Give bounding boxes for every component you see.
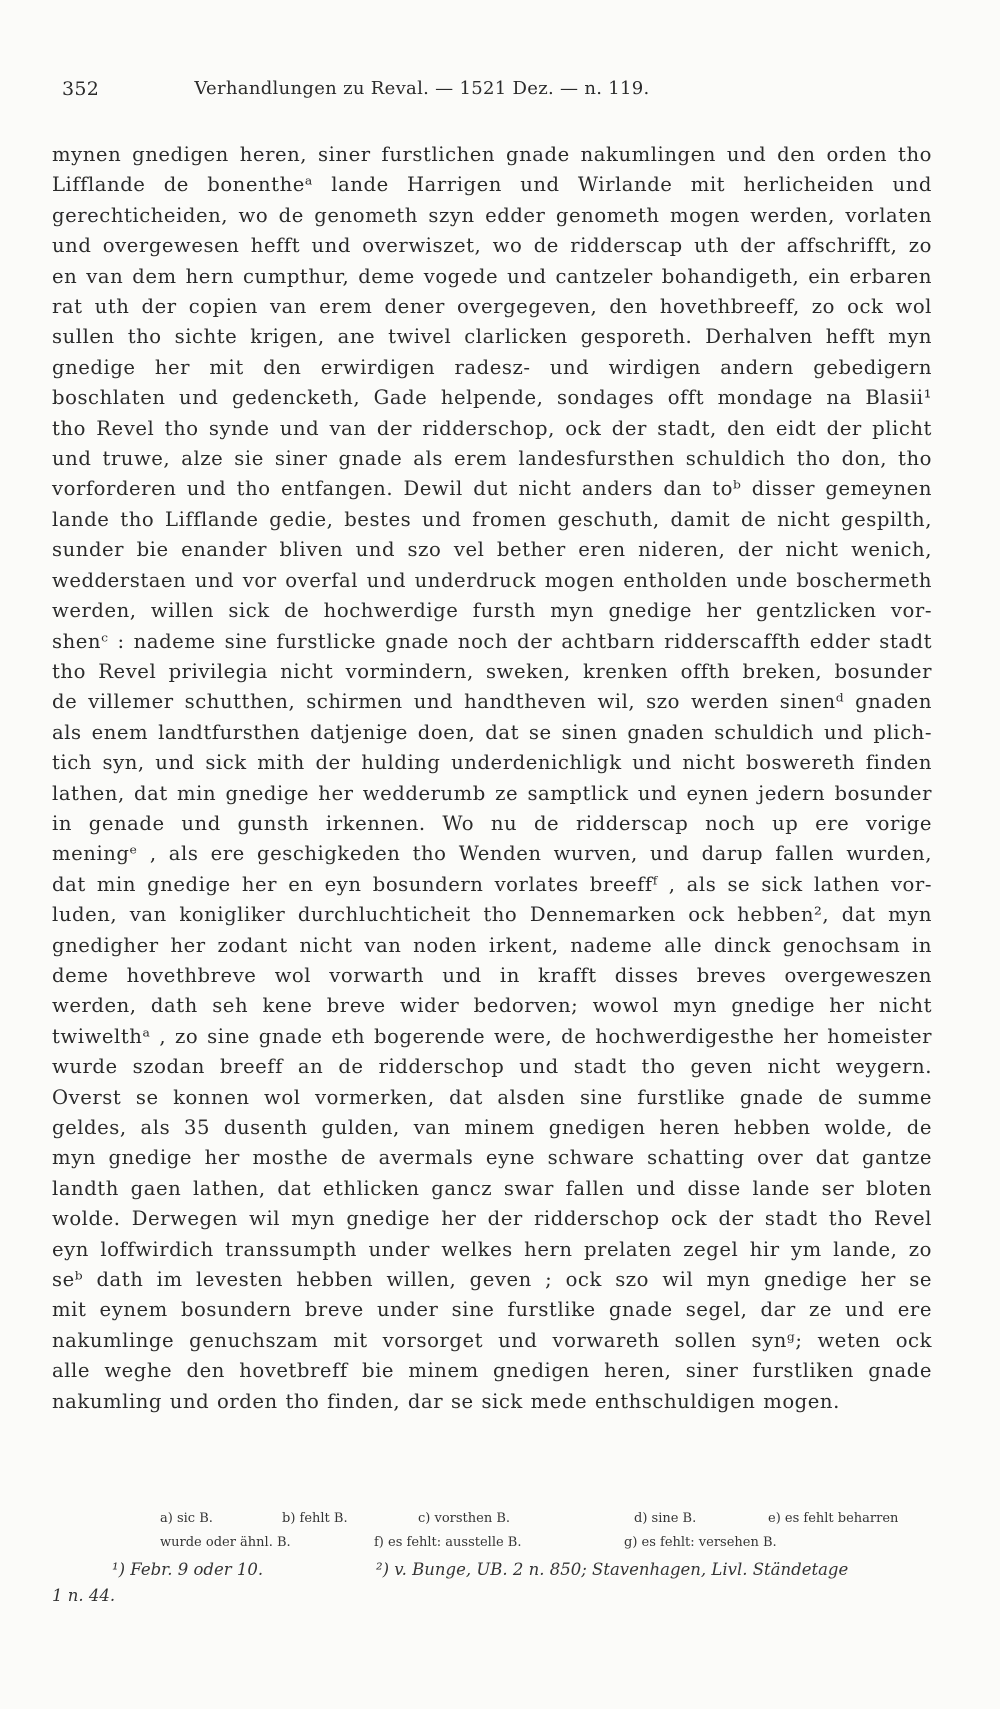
footnote-a: a) sic B. [160,1511,213,1526]
text-line: en van dem hern cumpthur, deme vogede und cantzeler bohandigeth, ein erbaren [52,264,932,288]
footnote-d: d) sine B. [634,1511,697,1526]
text-line: wurde szodan breeff an de ridderschop und stadt tho geven nicht weygern. [52,1055,932,1079]
text-line: dat min gnedige her en eyn bosundern vorlates breeffᶠ , als se sick lathen vor- [52,872,932,896]
text-line: und overgewesen hefft und overwiszet, wo de ridderscap uth der affschrifft, zo [52,234,932,258]
text-line: wedderstaen und vor overfal und underdruck mogen entholden unde boschermeth [52,568,932,592]
source-note-1: ¹) Febr. 9 oder 10. [112,1560,264,1579]
footnote-c: c) vorsthen B. [418,1511,511,1526]
text-line: deme hovethbreve wol vorwarth und in krafft disses breves overgeweszen [52,963,932,987]
source-footnote-row [52,1586,932,1612]
source-note-2: ²) v. Bunge, UB. 2 n. 850; Stavenhagen, Livl. Ständetage [376,1560,849,1579]
text-line: landth gaen lathen, dat ethlicken gancz swar fallen und disse lande ser bloten [52,1176,932,1200]
text-line: boschlaten und gedencketh, Gade helpende, sondages offt mondage na Blasii¹ [52,386,932,410]
text-line: lathen, dat min gnedige her wedderumb ze samptlick und eynen jedern bosunder [52,781,932,805]
text-line: mynen gnedigen heren, siner furstlichen gnade nakumlingen und den orden tho [52,143,932,166]
text-line: sunder bie enander bliven und szo vel bether eren nideren, der nicht wenich, [52,538,932,562]
text-line: nakumling und orden tho finden, dar se sick mede enthschuldigen mogen. [52,1389,840,1413]
text-line: gnedigher her zodant nicht van noden irkent, nademe alle dinck genochsam in [52,933,932,957]
text-line: seᵇ dath im levesten hebben willen, geven ; ock szo wil myn gnedige her se [52,1268,932,1292]
page-number: 352 [62,78,100,100]
text-line: luden, van konigliker durchluchticheit tho Dennemarken ock hebben², dat myn [52,903,932,927]
footnote-b: b) fehlt B. [282,1511,348,1526]
source-footnote-row [52,1560,932,1586]
text-line: gerechticheiden, wo de genometh szyn edder genometh mogen werden, vorlaten [52,203,932,227]
text-line: Overst se konnen wol vormerken, dat alsden sine furstlike gnade de summe [52,1085,932,1109]
text-line: tho Revel tho synde und van der ridderschop, ock der stadt, den eidt der plicht [52,416,932,440]
source-note-2-cont: 1 n. 44. [52,1586,116,1605]
text-footnote-row [60,1511,940,1535]
text-line: in genade und gunsth irkennen. Wo nu de ridderscap noch up ere vorige [52,811,932,835]
text-line: tho Revel privilegia nicht vormindern, sweken, krenken offth breken, bosunder [52,659,932,683]
text-line: als enem landtfursthen datjenige doen, dat se sinen gnaden schuldich und plich- [52,720,932,744]
main-text [52,140,932,1417]
text-line: werden, willen sick de hochwerdige fursth myn gnedige her gentzlicken vor- [52,599,932,623]
text-line: alle weghe den hovetbreff bie minem gnedigen heren, siner furstliken gnade [52,1359,932,1383]
text-line: shenᶜ : nademe sine furstlicke gnade noch der achtbarn ridderscaffth edder stadt [52,629,932,653]
text-line: tich syn, und sick mith der hulding underdenichligk und nicht boswereth finden [52,751,932,775]
text-line: vorforderen und tho entfangen. Dewil dut nicht anders dan toᵇ disser gemeynen [52,477,932,501]
text-line: lande tho Lifflande gedie, bestes und fromen geschuth, damit de nicht gespilth, [52,507,932,531]
text-line: Lifflande de bonentheᵃ lande Harrigen und Wirlande mit herlicheiden und [52,173,932,197]
text-line: nakumlinge genuchszam mit vorsorget und vorwareth sollen synᵍ; weten ock [52,1328,932,1352]
text-line: wolde. Derwegen wil myn gnedige her der ridderschop ock der stadt tho Revel [52,1207,932,1231]
text-line: de villemer schutthen, schirmen und handtheven wil, szo werden sinenᵈ gnaden [52,690,932,714]
footnote-e: e) es fehlt beharren [768,1511,899,1526]
text-line: rat uth der copien van erem dener overgegeven, den hovethbreeff, zo ock wol [52,295,932,319]
running-title: Verhandlungen zu Reval. — 1521 Dez. — n. 119. [194,78,650,99]
text-footnotes [60,1511,940,1559]
source-footnotes [52,1560,932,1612]
text-line: mit eynem bosundern breve under sine furstlike gnade segel, dar ze und ere [52,1298,932,1322]
text-line: sullen tho sichte krigen, ane twivel clarlicken gesporeth. Derhalven hefft myn [52,325,932,349]
footnote-f: f) es fehlt: ausstelle B. [374,1535,522,1550]
text-line: twiwelthᵃ , zo sine gnade eth bogerende were, de hochwerdigesthe her homeister [52,1024,932,1048]
text-line: eyn loffwirdich transsumpth under welkes hern prelaten zegel hir ym lande, zo [52,1237,932,1261]
text-line: gnedige her mit den erwirdigen radesz- und wirdigen andern gebedigern [52,355,932,379]
footnote-g: g) es fehlt: versehen B. [624,1535,777,1550]
text-line: werden, dath seh kene breve wider bedorven; wowol myn gnedige her nicht [52,994,932,1018]
footnote-e-cont: wurde oder ähnl. B. [160,1535,291,1550]
text-line: und truwe, alze sie siner gnade als erem landesfursthen schuldich tho don, tho [52,447,932,471]
text-footnote-row [60,1535,940,1559]
text-line: geldes, als 35 dusenth gulden, van minem gnedigen heren hebben wolde, de [52,1116,932,1139]
text-line: meningᵉ , als ere geschigkeden tho Wenden wurven, und darup fallen wurden, [52,842,932,866]
text-line: myn gnedige her mosthe de avermals eyne schware schatting over dat gantze [52,1146,932,1170]
